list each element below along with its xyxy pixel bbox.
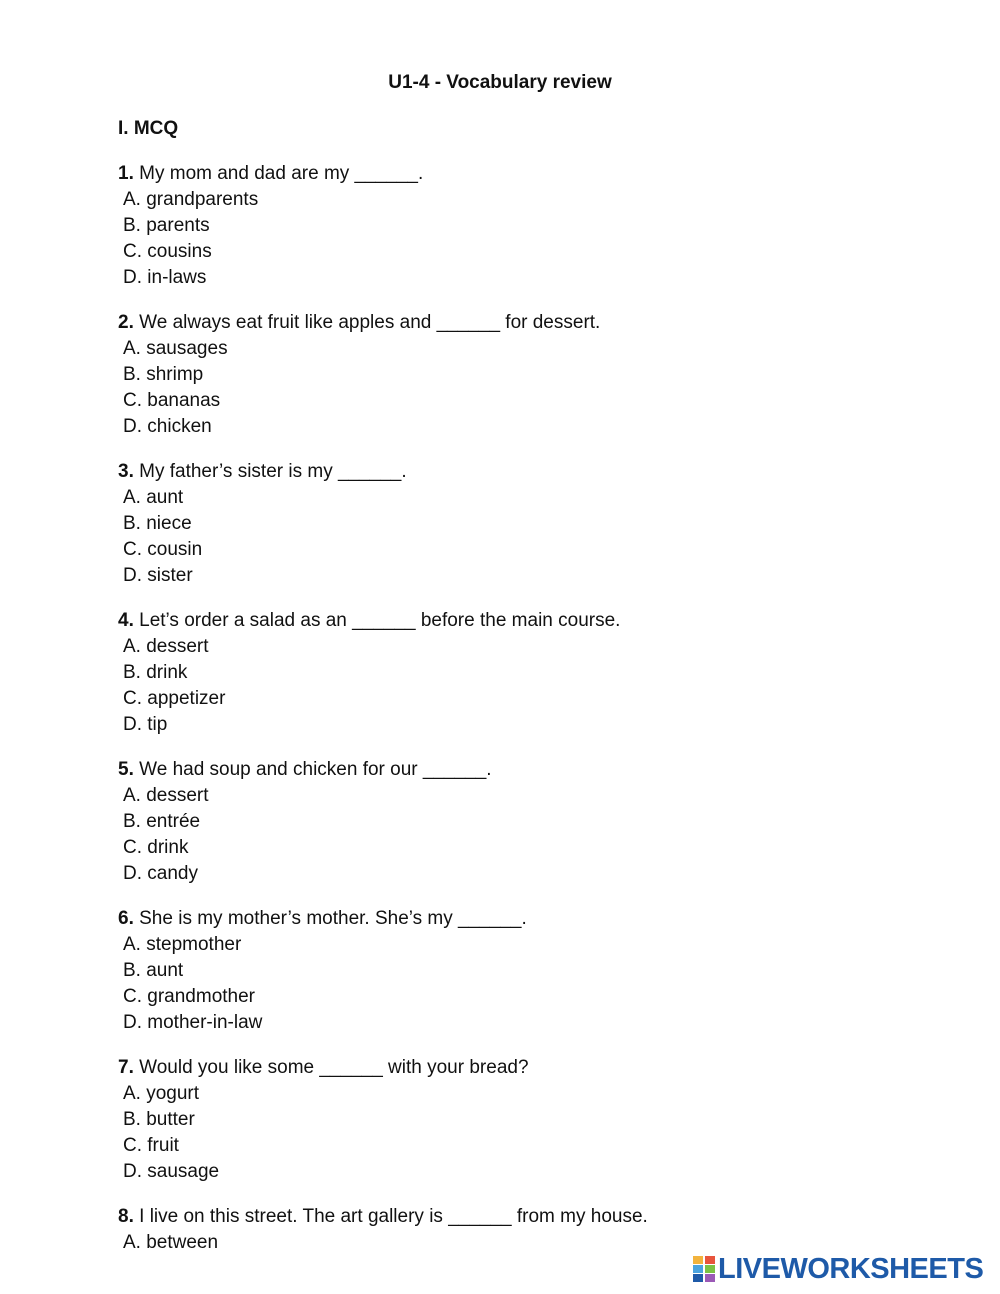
question-text: My father’s sister is my ______. [133, 461, 407, 482]
question-number: 6. [118, 908, 134, 929]
question-4 [118, 608, 918, 738]
question-text: She is my mother’s mother. She’s my ______. [133, 908, 527, 929]
option-c[interactable]: C. appetizer [123, 688, 226, 709]
question-number: 5. [118, 759, 134, 780]
section-heading: I. MCQ [118, 118, 179, 139]
question-2 [118, 310, 918, 440]
question-1 [118, 161, 918, 291]
question-3 [118, 459, 918, 589]
option-b[interactable]: B. niece [123, 513, 192, 534]
option-a[interactable]: A. stepmother [123, 934, 242, 955]
option-d[interactable]: D. in-laws [123, 267, 207, 288]
option-d[interactable]: D. mother-in-law [123, 1012, 263, 1033]
question-8 [118, 1204, 918, 1256]
option-d[interactable]: D. tip [123, 714, 168, 735]
option-b[interactable]: B. drink [123, 662, 188, 683]
option-c[interactable]: C. cousins [123, 241, 212, 262]
option-d[interactable]: D. candy [123, 863, 198, 884]
question-text: Let’s order a salad as an ______ before the main course. [133, 610, 621, 631]
option-a[interactable]: A. sausages [123, 338, 228, 359]
question-list [118, 161, 918, 1275]
question-number: 1. [118, 163, 134, 184]
option-c[interactable]: C. drink [123, 837, 189, 858]
question-5 [118, 757, 918, 887]
option-b[interactable]: B. entrée [123, 811, 201, 832]
option-a[interactable]: A. yogurt [123, 1083, 200, 1104]
option-b[interactable]: B. aunt [123, 960, 184, 981]
logo-text: LIVEWORKSHEETS [718, 1252, 984, 1285]
option-a[interactable]: A. aunt [123, 487, 184, 508]
question-number: 4. [118, 610, 134, 631]
question-number: 7. [118, 1057, 134, 1078]
option-a[interactable]: A. dessert [123, 636, 209, 657]
option-d[interactable]: D. sausage [123, 1161, 220, 1182]
option-c[interactable]: C. grandmother [123, 986, 256, 1007]
option-d[interactable]: D. chicken [123, 416, 212, 437]
worksheet-title: U1-4 - Vocabulary review [388, 72, 612, 93]
liveworksheets-logo-icon [693, 1256, 715, 1282]
question-number: 3. [118, 461, 134, 482]
option-c[interactable]: C. fruit [123, 1135, 179, 1156]
question-7 [118, 1055, 918, 1185]
option-a[interactable]: A. grandparents [123, 189, 259, 210]
question-6 [118, 906, 918, 1036]
question-text: I live on this street. The art gallery is ______ from my house. [133, 1206, 648, 1227]
option-b[interactable]: B. shrimp [123, 364, 204, 385]
question-text: We always eat fruit like apples and ______ for dessert. [133, 312, 601, 333]
option-a[interactable]: A. dessert [123, 785, 209, 806]
question-number: 8. [118, 1206, 134, 1227]
liveworksheets-logo [693, 1254, 983, 1284]
option-a[interactable]: A. between [123, 1232, 219, 1253]
question-text: Would you like some ______ with your bread? [133, 1057, 529, 1078]
question-text: My mom and dad are my ______. [133, 163, 424, 184]
option-d[interactable]: D. sister [123, 565, 193, 586]
option-b[interactable]: B. parents [123, 215, 210, 236]
option-b[interactable]: B. butter [123, 1109, 195, 1130]
option-c[interactable]: C. bananas [123, 390, 221, 411]
question-text: We had soup and chicken for our ______. [133, 759, 492, 780]
option-c[interactable]: C. cousin [123, 539, 203, 560]
question-number: 2. [118, 312, 134, 333]
